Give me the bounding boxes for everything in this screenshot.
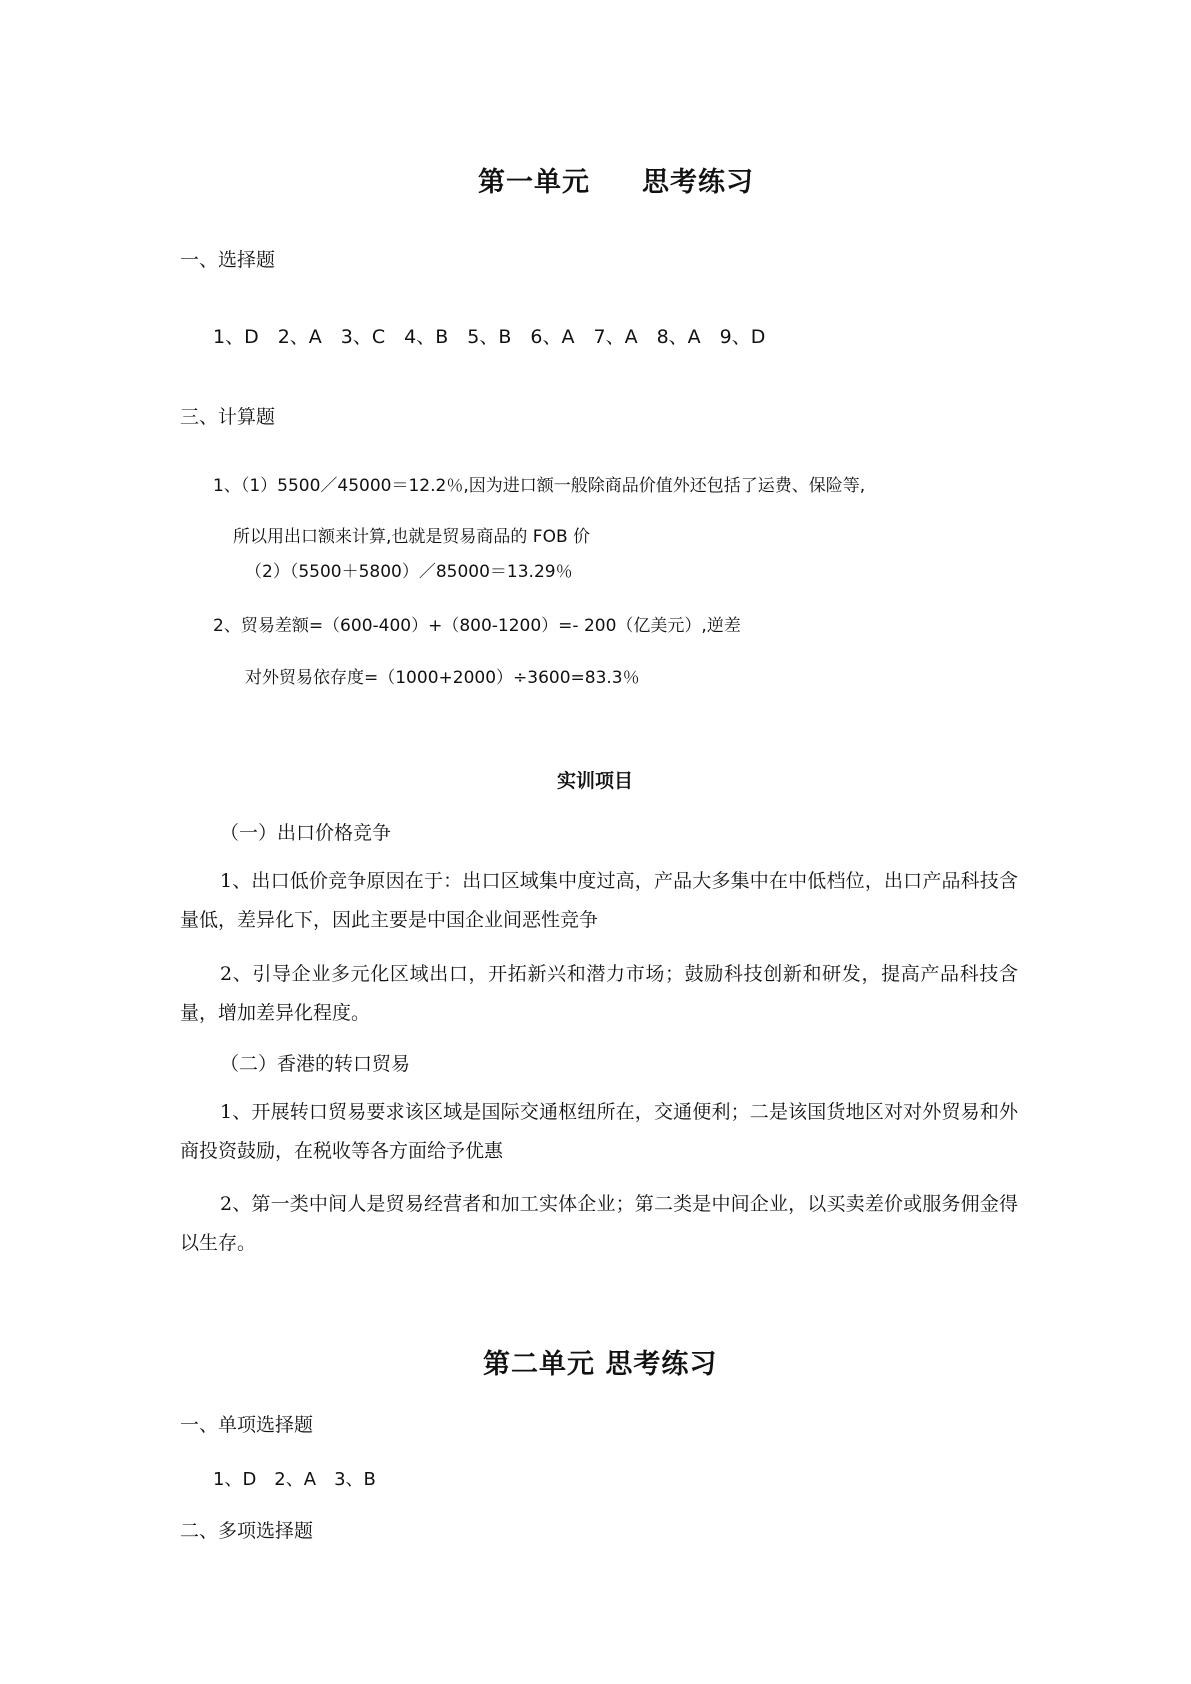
part2-title: （二）香港的转口贸易 — [220, 1053, 411, 1075]
unit1-title-right: 思考练习 — [642, 167, 754, 198]
part2-item1: 1、开展转口贸易要求该区域是国际交通枢纽所在，交通便利；二是该国货地区对对外贸易和外商投资鼓励，在税收等各方面给予优惠 — [180, 1101, 1018, 1162]
calc2-line1: 2、贸易差额=（600-400）+（800-1200）=- 200（亿美元）,逆差 — [213, 616, 741, 636]
part1-item2: 2、引导企业多元化区域出口，开拓新兴和潜力市场；鼓励科技创新和研发，提高产品科技含量，增加差异化程度。 — [180, 963, 1018, 1024]
practice-title: 实训项目 — [557, 770, 634, 792]
calc1-line1: 1、（1）5500／45000＝12.2％,因为进口额一般除商品价值外还包括了运费、保险等, — [213, 476, 866, 496]
part2-item2: 2、第一类中间人是贸易经营者和加工实体企业；第二类是中间企业，以买卖差价或服务佣金得以生存。 — [180, 1193, 1018, 1254]
calc1-line3: （2）（5500＋5800）／85000＝13.29％ — [245, 562, 573, 582]
unit1-section-choice: 一、选择题 — [180, 249, 276, 271]
part1-title: （一）出口价格竞争 — [220, 822, 392, 844]
unit2-section-multi-choice: 二、多项选择题 — [180, 1520, 314, 1542]
unit2-choice-answers: 1、D 2、A 3、B — [213, 1469, 376, 1490]
part1-item1: 1、出口低价竞争原因在于：出口区域集中度过高，产品大多集中在中低档位，出口产品科技含量低，差异化下，因此主要是中国企业间恶性竞争 — [180, 870, 1018, 931]
unit2-title: 第二单元 思考练习 — [483, 1349, 718, 1380]
unit1-section-calc: 三、计算题 — [180, 406, 276, 428]
unit1-title-left: 第一单元 — [478, 167, 590, 198]
calc2-line2: 对外贸易依存度=（1000+2000）÷3600=83.3％ — [245, 668, 640, 688]
unit1-choice-answers: 1、D 2、A 3、C 4、B 5、B 6、A 7、A 8、A 9、D — [213, 326, 766, 348]
calc1-line2: 所以用出口额来计算,也就是贸易商品的 FOB 价 — [233, 527, 591, 547]
unit2-section-single-choice: 一、单项选择题 — [180, 1414, 314, 1436]
unit1-title — [478, 160, 754, 199]
